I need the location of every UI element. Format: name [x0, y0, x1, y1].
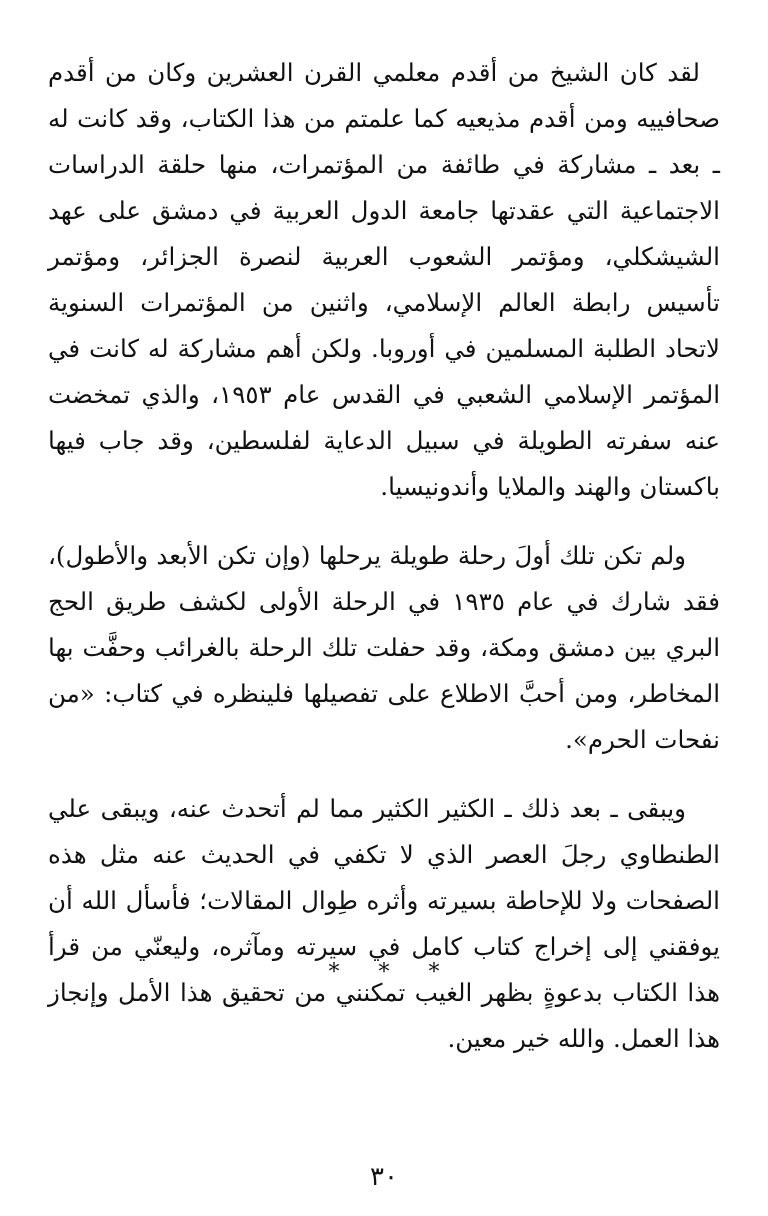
page-body	[48, 50, 720, 1085]
asterisk-icon: *	[378, 960, 390, 985]
paragraph-3: ويبقى ـ بعد ذلك ـ الكثير الكثير مما لم أتحدث عنه، ويبقى علي الطنطاوي رجلَ العصر الذي لا تكفي في الحديث عنه مثل هذه الصفحات ولا للإحاطة بسيرته وأثره طِوال المقالات؛ فأسأل الله أن يوفقني إلى إخراج كتاب كامل في سيرته ومآثره، وليعنّي من قرأ هذا الكتاب بدعوةٍ بظهر الغيب تمكنني من تحقيق هذا الأمل وإنجاز هذا العمل. والله خير معين.	[48, 794, 720, 1053]
paragraph-1: لقد كان الشيخ من أقدم معلمي القرن العشرين وكان من أقدم صحافييه ومن أقدم مذيعيه كما علمتم من هذا الكتاب، وقد كانت له ـ بعد ـ مشاركة في طائفة من المؤتمرات، منها حلقة الدراسات الاجتماعية التي عقدتها جامعة الدول العربية في دمشق على عهد الشيشكلي، ومؤتمر الشعوب العربية لنصرة الجزائر، ومؤتمر تأسيس رابطة العالم الإسلامي، واثنين من المؤتمرات السنوية لاتحاد الطلبة المسلمين في أوروبا. ولكن أهم مشاركة له كانت في المؤتمر الإسلامي الشعبي في القدس عام ١٩٥٣، والذي تمخضت عنه سفرته الطويلة في سبيل الدعاية لفلسطين، وقد جاب فيها باكستان والهند والملايا وأندونيسيا.	[48, 58, 720, 501]
asterisk-icon: *	[428, 960, 440, 985]
section-separator	[0, 960, 768, 985]
page-number: ٣٠	[370, 1162, 398, 1192]
paragraph-2: ولم تكن تلك أولَ رحلة طويلة يرحلها (وإن تكن الأبعد والأطول)، فقد شارك في عام ١٩٣٥ في الرحلة الأولى لكشف طريق الحج البري بين دمشق ومكة، وقد حفلت تلك الرحلة بالغرائب وحفَّت بها المخاطر، ومن أحبَّ الاطلاع على تفصيلها فلينظره في كتاب: «من نفحات الحرم».	[48, 541, 720, 754]
asterisk-icon: *	[328, 960, 340, 985]
